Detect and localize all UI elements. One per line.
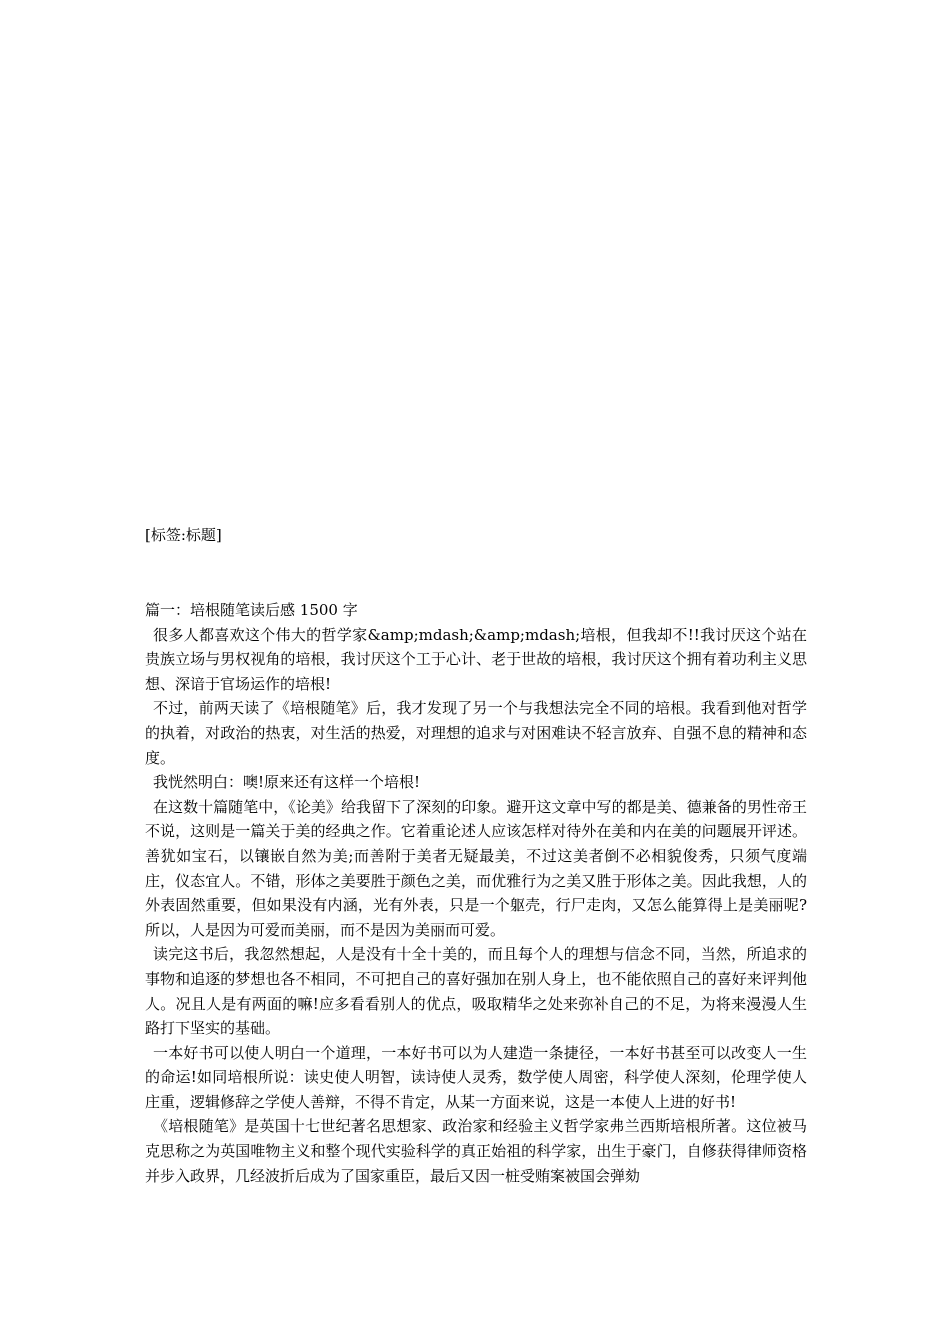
article-body xyxy=(145,598,807,1188)
article-paragraph: 不过，前两天读了《培根随笔》后，我才发现了另一个与我想法完全不同的培根。我看到他对哲学的执着，对政治的热衷，对生活的热爱，对理想的追求与对困难诀不轻言放弃、自强不息的精神和态度。 xyxy=(145,699,807,767)
article-paragraph: 很多人都喜欢这个伟大的哲学家&amp;mdash;&amp;mdash;培根，但我却不!!我讨厌这个站在贵族立场与男权视角的培根，我讨厌这个工于心计、老于世故的培根，我讨厌这个拥有着功利主义思想、深谙于官场运作的培根! xyxy=(145,625,807,693)
article-paragraph: 一本好书可以使人明白一个道理，一本好书可以为人建造一条捷径，一本好书甚至可以改变人一生的命运!如同培根所说：读史使人明智，读诗使人灵秀，数学使人周密，科学使人深刻，伦理学使人庄重，逻辑修辞之学使人善辩，不得不肯定，从某一方面来说，这是一本使人上进的好书! xyxy=(145,1043,807,1111)
tag-label: [标签:标题] xyxy=(145,526,222,544)
article-paragraph: 在这数十篇随笔中，《论美》给我留下了深刻的印象。避开这文章中写的都是美、德兼备的男性帝王不说，这则是一篇关于美的经典之作。它着重论述人应该怎样对待外在美和内在美的问题展开评述。善犹如宝石，以镶嵌自然为美;而善附于美者无疑最美，不过这美者倒不必相貌俊秀，只须气度端庄，仪态宜人。不错，形体之美要胜于颜色之美，而优雅行为之美又胜于形体之美。因此我想，人的外表固然重要，但如果没有内涵，光有外表，只是一个躯壳，行尸走肉，又怎么能算得上是美丽呢?所以，人是因为可爱而美丽，而不是因为美丽而可爱。 xyxy=(145,797,807,939)
article-heading: 篇一：培根随笔读后感 1500 字 xyxy=(145,601,358,619)
article-paragraph: 我恍然明白：噢!原来还有这样一个培根! xyxy=(153,773,421,792)
article-paragraph: 读完这书后，我忽然想起，人是没有十全十美的，而且每个人的理想与信念不同，当然，所追求的事物和追逐的梦想也各不相同，不可把自己的喜好强加在别人身上，也不能依照自己的喜好来评判他人。况且人是有两面的嘛!应多看看别人的优点，吸取精华之处来弥补自己的不足，为将来漫漫人生路打下坚实的基础。 xyxy=(145,945,807,1038)
article-paragraph: 《培根随笔》是英国十七世纪著名思想家、政治家和经验主义哲学家弗兰西斯培根所著。这位被马克思称之为英国唯物主义和整个现代实验科学的真正始祖的科学家，出生于豪门，自修获得律师资格并步入政界，几经波折后成为了国家重臣，最后又因一桩受贿案被国会弹劾 xyxy=(145,1117,807,1185)
